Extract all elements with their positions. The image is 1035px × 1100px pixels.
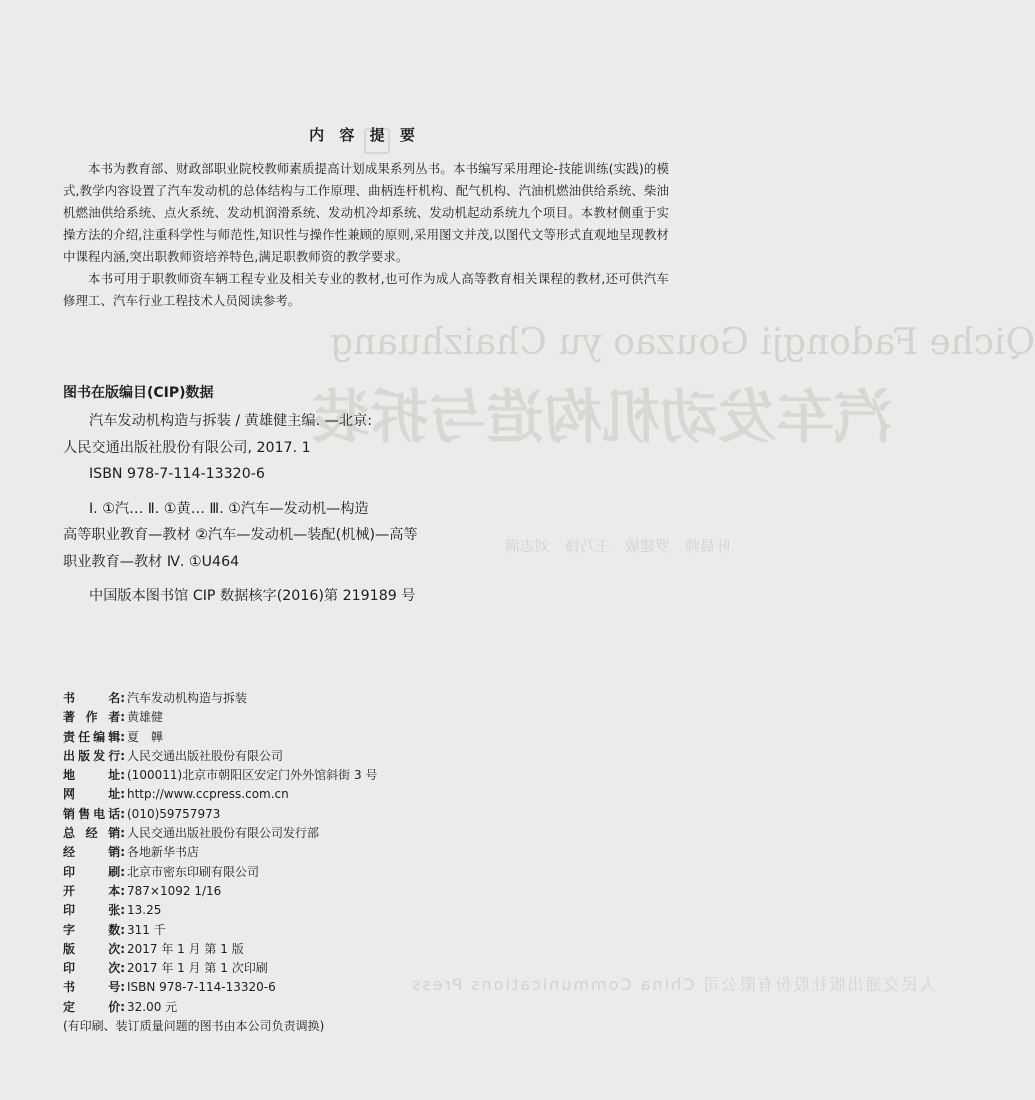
colophon-row bbox=[63, 747, 377, 766]
colophon-row bbox=[63, 863, 377, 882]
summary-title: 内 容 提 要 bbox=[309, 126, 420, 144]
colophon-row bbox=[63, 882, 377, 901]
bleed-through-authors: 叶晨帅 罗建敏 王乃锋 刘志满 bbox=[505, 537, 731, 555]
colophon-label: 经 销: bbox=[63, 845, 125, 860]
bleed-through-title: 汽车发动机构造与拆装 bbox=[312, 383, 893, 451]
colophon-label: 版 次: bbox=[63, 941, 125, 956]
colophon-value: http://www.ccpress.com.cn bbox=[127, 787, 289, 802]
colophon-label: 著 作 者: bbox=[63, 710, 125, 725]
colophon-row bbox=[63, 824, 377, 843]
cip-block bbox=[63, 408, 503, 610]
colophon-label: 书 号: bbox=[63, 980, 125, 995]
summary-paragraph: 本书为教育部、财政部职业院校教师素质提高计划成果系列丛书。本书编写采用理论-技能训练(实践)的模式,教学内容设置了汽车发动机的总体结构与工作原理、曲柄连杆机构、配气机构、汽油机燃油供给系统、柴油机燃油供给系统、点火系统、发动机润滑系统、发动机冷却系统、发动机起动系统九个项目。本教材侧重于实操方法的介绍,注重科学性与师范性,知识性与操作性兼顾的原则,采用图文并茂,以图代文等形式直观地呈现教材中课程内涵,突出职教师资培养特色,满足职教师资的教学要求。 bbox=[63, 161, 669, 264]
colophon-row bbox=[63, 940, 377, 959]
colophon-row bbox=[63, 728, 377, 747]
colophon-row bbox=[63, 921, 377, 940]
colophon-row bbox=[63, 689, 377, 708]
colophon-label: 出 版 发 行: bbox=[63, 748, 125, 763]
colophon-label: 印 刷: bbox=[63, 864, 125, 879]
colophon-label: 定 价: bbox=[63, 999, 125, 1014]
colophon bbox=[63, 689, 377, 1036]
bleed-through-publisher: 人民交通出版社股份有限公司 China Communications Press bbox=[410, 975, 936, 994]
colophon-row bbox=[63, 959, 377, 978]
colophon-value: ISBN 978-7-114-13320-6 bbox=[127, 980, 276, 995]
colophon-label: 销 售 电 话: bbox=[63, 806, 125, 821]
colophon-value: 各地新华书店 bbox=[127, 845, 200, 860]
cip-line: 人民交通出版社股份有限公司, 2017. 1 bbox=[63, 439, 311, 456]
colophon-label: 地 址: bbox=[63, 768, 125, 783]
colophon-note: (有印刷、装订质量问题的图书由本公司负责调换) bbox=[63, 1019, 325, 1034]
colophon-label: 印 次: bbox=[63, 961, 125, 976]
cip-heading: 图书在版编目(CIP)数据 bbox=[63, 385, 214, 401]
colophon-row bbox=[63, 805, 377, 824]
colophon-value: 311 千 bbox=[127, 922, 166, 937]
colophon-row bbox=[63, 998, 377, 1017]
colophon-value: 人民交通出版社股份有限公司发行部 bbox=[127, 826, 320, 841]
colophon-label: 印 张: bbox=[63, 903, 125, 918]
colophon-value: 13.25 bbox=[127, 903, 162, 918]
colophon-label: 网 址: bbox=[63, 787, 125, 802]
colophon-value: (100011)北京市朝阳区安定门外外馆斜街 3 号 bbox=[127, 768, 378, 783]
colophon-label: 总 经 销: bbox=[63, 826, 125, 841]
cip-line: 汽车发动机构造与拆装 / 黄雄健主编. —北京: bbox=[89, 413, 372, 429]
colophon-value: 汽车发动机构造与拆装 bbox=[127, 691, 248, 705]
summary-body bbox=[63, 158, 669, 312]
colophon-rows bbox=[63, 689, 377, 1017]
colophon-row bbox=[63, 708, 377, 727]
summary-paragraph: 本书可用于职教师资车辆工程专业及相关专业的教材,也可作为成人高等教育相关课程的教材,还可供汽车修理工、汽车行业工程技术人员阅读参考。 bbox=[63, 271, 669, 308]
colophon-row bbox=[63, 785, 377, 804]
colophon-value: 北京市密东印刷有限公司 bbox=[127, 864, 260, 879]
colophon-value: 2017 年 1 月 第 1 次印刷 bbox=[127, 961, 268, 976]
colophon-row bbox=[63, 843, 377, 862]
colophon-row bbox=[63, 901, 377, 920]
colophon-row bbox=[63, 766, 377, 785]
colophon-value: 2017 年 1 月 第 1 版 bbox=[127, 941, 244, 956]
cip-line: 高等职业教育—教材 ②汽车—发动机—装配(机械)—高等 bbox=[63, 527, 418, 543]
colophon-value: 黄雄健 bbox=[127, 710, 164, 725]
cip-line: 中国版本图书馆 CIP 数据核字(2016)第 219189 号 bbox=[89, 588, 416, 604]
colophon-value: 32.00 元 bbox=[127, 999, 178, 1014]
colophon-label: 字 数: bbox=[63, 922, 125, 937]
bleed-through-pinyin: Qiche Fadongji Gouzao yu Chaizhuang bbox=[330, 322, 1035, 363]
colophon-value: 夏 韡 bbox=[127, 729, 164, 744]
colophon-value: 人民交通出版社股份有限公司 bbox=[127, 748, 284, 763]
colophon-value: (010)59757973 bbox=[127, 806, 221, 821]
cip-line: Ⅰ. ①汽… Ⅱ. ①黄… Ⅲ. ①汽车—发动机—构造 bbox=[89, 500, 369, 517]
cip-line: 职业教育—教材 Ⅳ. ①U464 bbox=[63, 553, 240, 570]
colophon-label: 责 任 编 辑: bbox=[63, 729, 125, 744]
colophon-label: 开 本: bbox=[63, 883, 125, 898]
colophon-row bbox=[63, 978, 377, 997]
cip-line: ISBN 978-7-114-13320-6 bbox=[89, 466, 265, 482]
colophon-value: 787×1092 1/16 bbox=[127, 883, 222, 898]
colophon-label: 书 名: bbox=[63, 691, 125, 705]
